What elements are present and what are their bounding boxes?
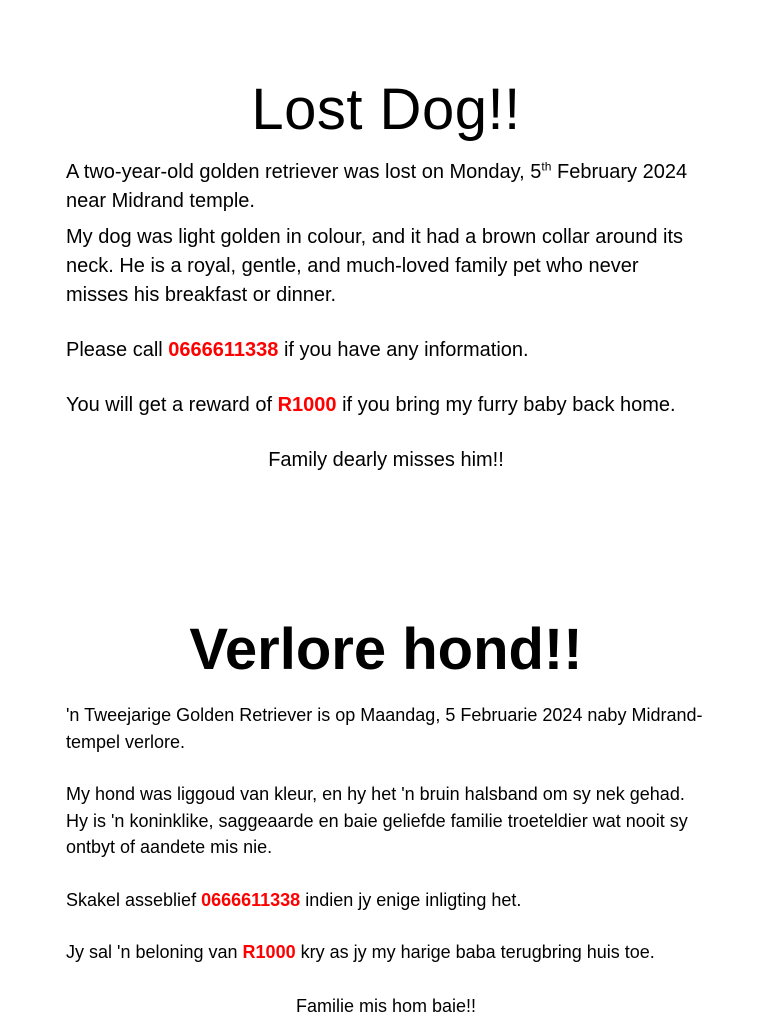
afrikaans-phone-number: 0666611338 <box>201 889 301 910</box>
afrikaans-description-paragraph: My hond was liggoud van kleur, en hy het 'n bruin halsband om sy nek gehad. Hy is 'n koninklike, saggeaarde en baie geliefde familie troeteldier wat nooit sy ontbyt of aandete mis nie. <box>66 784 688 857</box>
english-section <box>66 74 706 475</box>
english-intro-text-b: February 2024 near Midrand temple. <box>66 161 688 212</box>
afrikaans-contact-text-a: Skakel asseblief <box>66 889 202 910</box>
english-contact-text-a: Please call <box>66 339 169 361</box>
afrikaans-reward-text-a: Jy sal 'n beloning van <box>66 942 243 962</box>
english-title: Lost Dog!! <box>251 77 521 142</box>
english-reward-paragraph <box>66 391 706 420</box>
english-reward-text-b: if you bring my furry baby back home. <box>336 394 676 416</box>
english-reward-amount: R1000 <box>277 394 337 416</box>
afrikaans-contact-text-b: indien jy enige inligting het. <box>300 889 522 910</box>
english-reward-text-a: You will get a reward of <box>66 394 278 416</box>
afrikaans-section <box>66 614 706 1019</box>
english-phone-number: 0666611338 <box>168 339 279 361</box>
afrikaans-reward-text-b: kry as jy my harige baba terugbring huis toe. <box>295 942 655 962</box>
english-intro-paragraph <box>66 158 706 216</box>
afrikaans-reward-paragraph <box>66 939 706 966</box>
english-contact-paragraph <box>66 336 706 365</box>
english-intro-text-a: A two-year-old golden retriever was lost on Monday, 5 <box>66 161 542 183</box>
afrikaans-reward-amount: R1000 <box>242 942 296 962</box>
english-description-paragraph: My dog was light golden in colour, and it had a brown collar around its neck. He is a royal, gentle, and much-loved family pet who never misses his breakfast or dinner. <box>66 226 684 306</box>
afrikaans-closing-line: Familie mis hom baie!! <box>295 995 477 1016</box>
english-contact-text-b: if you have any information. <box>278 339 529 361</box>
english-closing-line: Family dearly misses him!! <box>268 449 504 471</box>
afrikaans-title: Verlore hond!! <box>189 617 583 682</box>
english-date-ordinal: th <box>541 159 552 174</box>
afrikaans-contact-paragraph <box>66 887 706 914</box>
afrikaans-intro-paragraph: 'n Tweejarige Golden Retriever is op Maandag, 5 Februarie 2024 naby Midrand-tempel verlore. <box>66 705 703 752</box>
